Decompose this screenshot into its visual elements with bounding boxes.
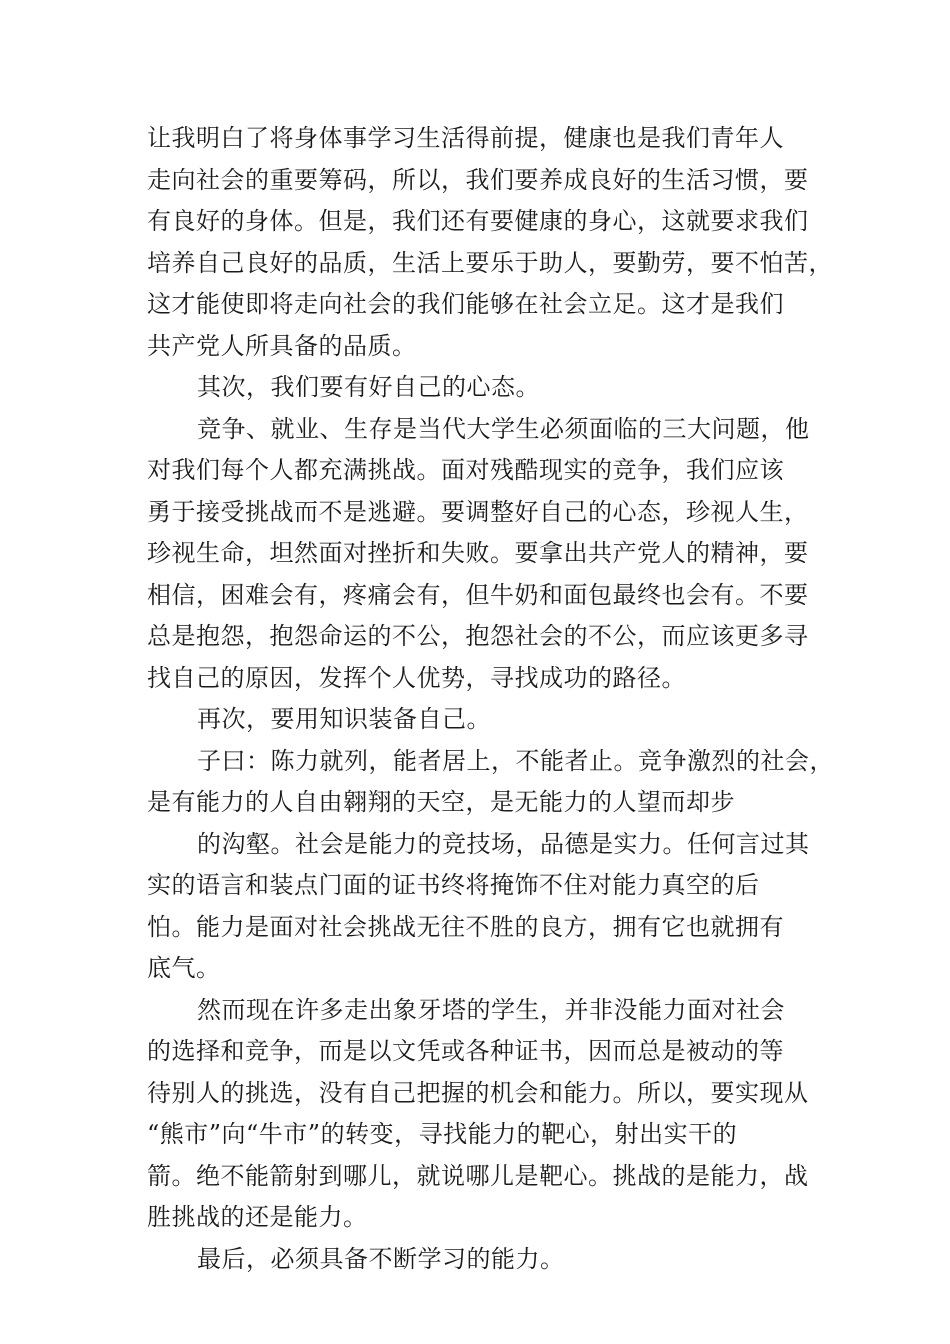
text-line: 对我们每个人都充满挑战。面对残酷现实的竞争，我们应该 xyxy=(147,456,784,484)
text-line: 这才能使即将走向社会的我们能够在社会立足。这才是我们 xyxy=(147,290,784,318)
text-line: 其次，我们要有好自己的心态。 xyxy=(197,373,540,401)
text-line: 胜挑战的还是能力。 xyxy=(147,1203,368,1231)
text-line: “熊市”向“牛市”的转变，寻找能力的靶心，射出实干的 xyxy=(147,1120,738,1148)
text-line: 共产党人所具备的品质。 xyxy=(147,331,417,360)
text-line: 走向社会的重要筹码，所以，我们要养成良好的生活习惯，要 xyxy=(147,165,809,194)
text-line: 是有能力的人自由翱翔的天空，是无能力的人望而却步 xyxy=(147,788,735,816)
text-line: 勇于接受挑战而不是逃避。要调整好自己的心态，珍视人生， xyxy=(147,497,809,526)
text-line: 待别人的挑选，没有自己把握的机会和能力。所以，要实现从 xyxy=(147,1078,809,1107)
text-line: 总是抱怨，抱怨命运的不公，抱怨社会的不公，而应该更多寻 xyxy=(147,622,809,650)
text-line: 再次，要用知识装备自己。 xyxy=(197,705,491,733)
text-line: 找自己的原因，发挥个人优势，寻找成功的路径。 xyxy=(147,663,686,692)
text-line: 竞争、就业、生存是当代大学生必须面临的三大问题，他 xyxy=(197,414,810,443)
text-line: 让我明白了将身体事学习生活得前提，健康也是我们青年人 xyxy=(147,124,784,152)
text-line: 最后，必须具备不断学习的能力。 xyxy=(197,1244,565,1273)
text-line: 的沟壑。社会是能力的竞技场，品德是实力。任何言过其 xyxy=(197,829,810,858)
text-line: 子曰：陈力就列，能者居上，不能者止。竞争激烈的社会， xyxy=(197,746,834,775)
text-line: 有良好的身体。但是，我们还有要健康的身心，这就要求我们 xyxy=(147,207,809,235)
text-line: 箭。绝不能箭射到哪儿，就说哪儿是靶心。挑战的是能力，战 xyxy=(147,1161,809,1190)
text-line: 的选择和竞争，而是以文凭或各种证书，因而总是被动的等 xyxy=(147,1037,784,1065)
text-line: 培养自己良好的品质，生活上要乐于助人，要勤劳，要不怕苦， xyxy=(147,248,833,277)
body-text xyxy=(147,118,834,1280)
text-line: 珍视生命，坦然面对挫折和失败。要拿出共产党人的精神，要 xyxy=(147,539,809,567)
text-line: 然而现在许多走出象牙塔的学生，并非没能力面对社会 xyxy=(197,995,785,1024)
text-line: 相信，困难会有，疼痛会有，但牛奶和面包最终也会有。不要 xyxy=(147,580,809,609)
text-line: 底气。 xyxy=(147,954,221,982)
text-line: 实的语言和装点门面的证书终将掩饰不住对能力真空的后 xyxy=(147,871,760,899)
text-line: 怕。能力是面对社会挑战无往不胜的良方，拥有它也就拥有 xyxy=(147,912,784,941)
